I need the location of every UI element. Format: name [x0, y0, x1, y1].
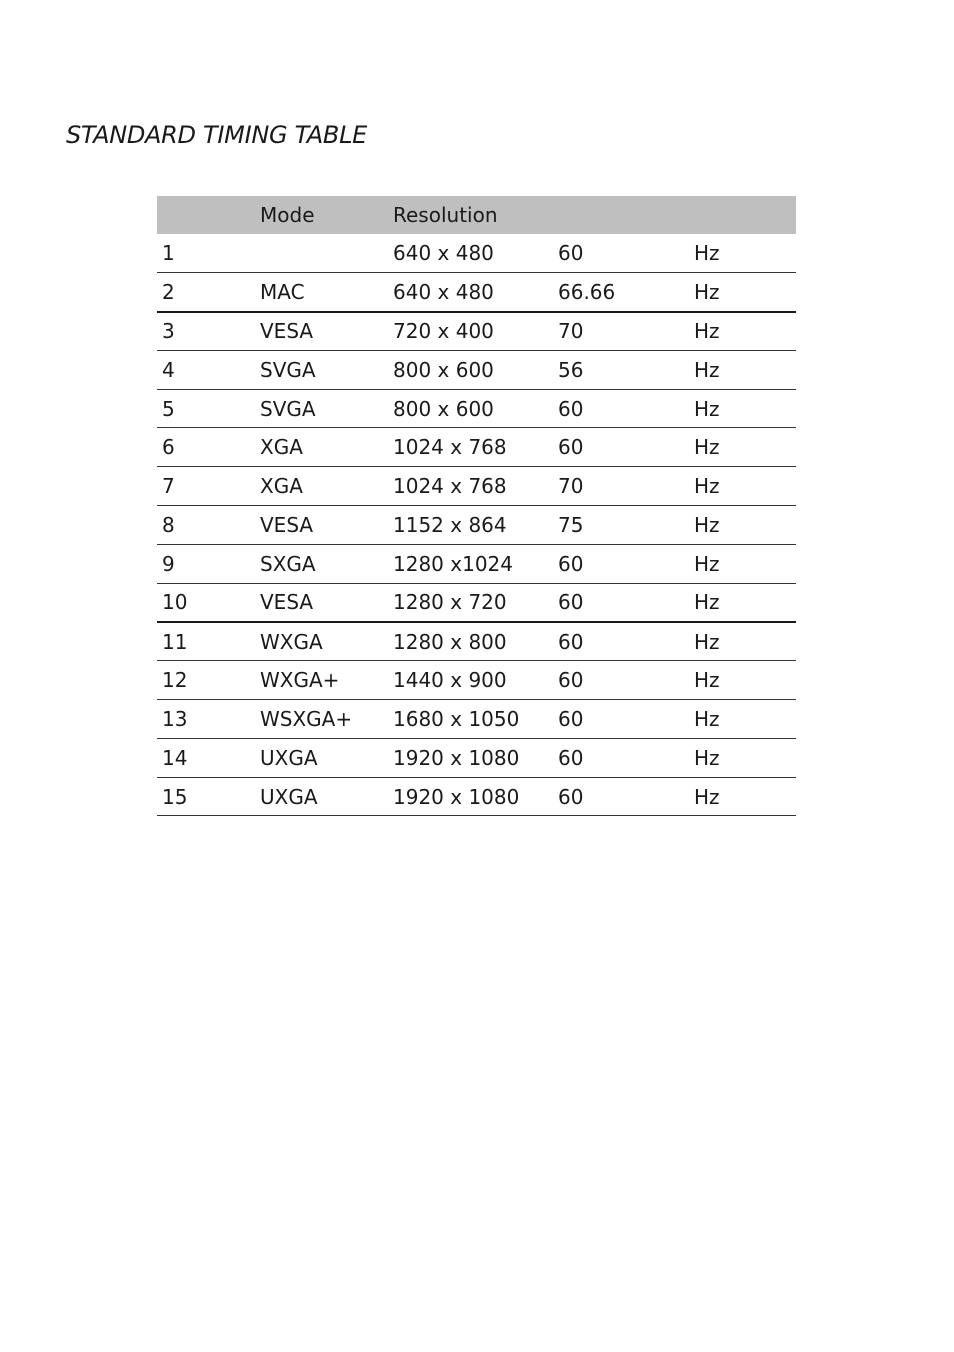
cell-rate: 75: [558, 512, 584, 537]
cell-index: 6: [162, 435, 175, 460]
cell-unit: Hz: [694, 706, 720, 731]
table-row: [157, 738, 796, 777]
table-row: [157, 583, 796, 622]
cell-unit: Hz: [694, 241, 720, 266]
header-mode: Mode: [260, 203, 315, 227]
cell-unit: Hz: [694, 396, 720, 421]
cell-mode: SVGA: [260, 357, 316, 382]
cell-mode: [254, 234, 388, 273]
cell-index: 11: [162, 629, 188, 654]
cell-rate: 60: [558, 241, 584, 266]
cell-index: 14: [162, 745, 188, 770]
cell-resolution: 720 x 400: [393, 319, 494, 344]
cell-resolution: 640 x 480: [393, 279, 494, 304]
cell-index: 13: [162, 706, 188, 731]
cell-resolution: 1280 x 720: [393, 590, 507, 615]
table-row: [157, 234, 796, 273]
cell-resolution: 1920 x 1080: [393, 784, 520, 809]
cell-rate: 70: [558, 474, 584, 499]
cell-mode: SVGA: [260, 396, 316, 421]
cell-resolution: 640 x 480: [393, 241, 494, 266]
cell-mode: WXGA+: [260, 668, 340, 693]
cell-index: 12: [162, 668, 188, 693]
cell-mode: SXGA: [260, 551, 316, 576]
cell-index: 7: [162, 474, 175, 499]
cell-rate: 60: [558, 745, 584, 770]
cell-unit: Hz: [694, 668, 720, 693]
table-row: [157, 389, 796, 428]
cell-rate: 66.66: [558, 279, 616, 304]
cell-resolution: 800 x 600: [393, 396, 494, 421]
page-title: STANDARD TIMING TABLE: [66, 121, 368, 149]
table-row: [157, 661, 796, 700]
cell-resolution: 1280 x 800: [393, 629, 507, 654]
cell-rate: 60: [558, 706, 584, 731]
table-row: [157, 544, 796, 583]
cell-resolution: 800 x 600: [393, 357, 494, 382]
cell-rate: 60: [558, 435, 584, 460]
cell-mode: WXGA: [260, 629, 323, 654]
cell-unit: Hz: [694, 784, 720, 809]
cell-resolution: 1152 x 864: [393, 512, 507, 537]
table-row: [157, 506, 796, 545]
cell-unit: Hz: [694, 745, 720, 770]
cell-unit: Hz: [694, 629, 720, 654]
cell-mode: VESA: [260, 590, 314, 615]
cell-unit: Hz: [694, 435, 720, 460]
cell-mode: UXGA: [260, 784, 318, 809]
table-row: [157, 312, 796, 351]
cell-rate: 70: [558, 319, 584, 344]
header-index: [157, 196, 254, 234]
cell-resolution: 1024 x 768: [393, 474, 507, 499]
cell-index: 2: [162, 279, 175, 304]
cell-rate: 60: [558, 629, 584, 654]
cell-resolution: 1920 x 1080: [393, 745, 520, 770]
table-row: [157, 273, 796, 312]
header-unit: [689, 196, 796, 234]
cell-unit: Hz: [694, 551, 720, 576]
table-header-row: [157, 196, 796, 234]
cell-mode: VESA: [260, 512, 314, 537]
table-row: [157, 622, 796, 661]
cell-index: 15: [162, 784, 188, 809]
cell-index: 1: [162, 241, 175, 266]
cell-unit: Hz: [694, 590, 720, 615]
cell-mode: XGA: [260, 435, 303, 460]
cell-rate: 56: [558, 357, 584, 382]
cell-resolution: 1440 x 900: [393, 668, 507, 693]
cell-rate: 60: [558, 784, 584, 809]
cell-rate: 60: [558, 396, 584, 421]
header-rate: [553, 196, 689, 234]
cell-index: 9: [162, 551, 175, 576]
cell-mode: WSXGA+: [260, 706, 353, 731]
cell-rate: 60: [558, 551, 584, 576]
cell-index: 10: [162, 590, 188, 615]
cell-index: 8: [162, 512, 175, 537]
cell-unit: Hz: [694, 319, 720, 344]
table-row: [157, 777, 796, 816]
header-resolution: Resolution: [393, 203, 498, 227]
table-body: [157, 234, 796, 816]
table-row: [157, 700, 796, 739]
cell-mode: MAC: [260, 279, 305, 304]
table-row: [157, 467, 796, 506]
table-row: [157, 428, 796, 467]
cell-resolution: 1024 x 768: [393, 435, 507, 460]
cell-resolution: 1280 x1024: [393, 551, 513, 576]
cell-rate: 60: [558, 668, 584, 693]
standard-timing-table: [157, 196, 796, 816]
cell-unit: Hz: [694, 357, 720, 382]
cell-mode: UXGA: [260, 745, 318, 770]
cell-index: 3: [162, 319, 175, 344]
cell-unit: Hz: [694, 279, 720, 304]
cell-rate: 60: [558, 590, 584, 615]
cell-mode: VESA: [260, 319, 314, 344]
cell-index: 5: [162, 396, 175, 421]
cell-mode: XGA: [260, 474, 303, 499]
cell-unit: Hz: [694, 512, 720, 537]
cell-resolution: 1680 x 1050: [393, 706, 520, 731]
cell-unit: Hz: [694, 474, 720, 499]
cell-index: 4: [162, 357, 175, 382]
table-row: [157, 350, 796, 389]
